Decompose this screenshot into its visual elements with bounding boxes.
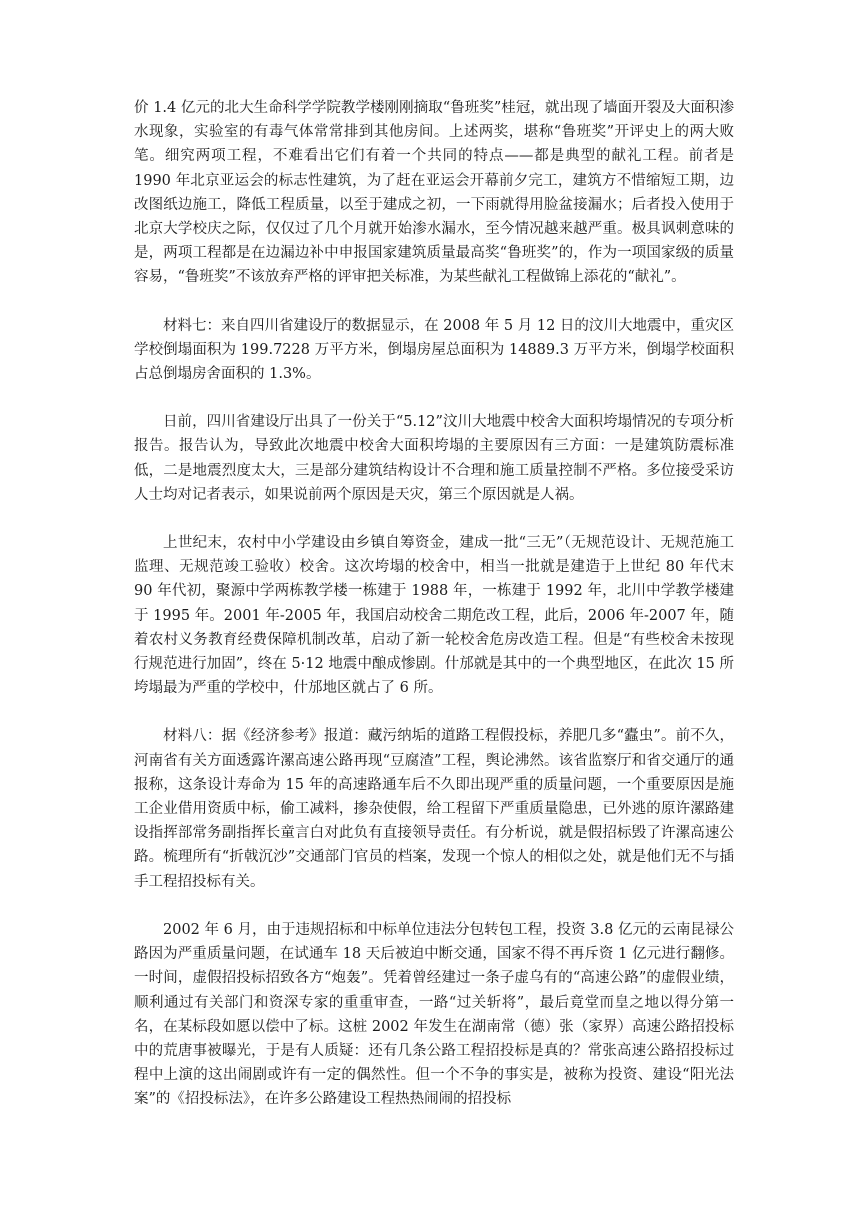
paragraph-sichuan-report: 日前，四川省建设厅出具了一份关于“5.12”汶川大地震中校舍大面积垮塌情况的专项分析报告。报告认为，导致此次地震中校舍大面积垮塌的主要原因有三方面：一是建筑防震标准低，二是地震烈度太大，三是部分建筑结构设计不合理和施工质量控制不严格。多位接受采访人士均对记者表示，如果说前两个原因是天灾，第三个原因就是人祸。 bbox=[134, 414, 734, 503]
document-page bbox=[134, 96, 734, 1136]
paragraph-2002-bidding: 2002 年 6 月，由于违规招标和中标单位违法分包转包工程，投资 3.8 亿元的云南昆禄公路因为严重质量问题，在试通车 18 天后被迫中断交通，国家不得不再斥资 1 亿元进行翻修。一时间，虚假招投标招致各方“炮轰”。凭着曾经建过一条子虚乌有的“高速公路”的虚假业绩，顺利通过有关部门和资深专家的重重审查，一路“过关斩将”，最后竟堂而皇之地以得分第一名，在某标段如愿以偿中了标。这桩 2002 年发生在湖南常（德）张（家界）高速公路招投标中的荒唐事被曝光，于是有人质疑：还有几条公路工程招投标是真的？常张高速公路招投标过程中上演的这出闹剧或许有一定的偶然性。但一个不争的事实是，被称为投资、建设“阳光法案”的《招投标法》，在许多公路建设工程热热闹闹的招投标 bbox=[134, 921, 734, 1108]
paragraph-material-8: 材料八：据《经济参考》报道：藏污纳垢的道路工程假投标，养肥几多“蠹虫”。前不久，河南省有关方面透露许漯高速公路再现“豆腐渣”工程，舆论沸然。该省监察厅和省交通厅的通报称，这条设计寿命为 15 年的高速路通车后不久即出现严重的质量问题，一个重要原因是施工企业借用资质中标，偷工减料，掺杂使假，给工程留下严重质量隐患，已外逃的原许漯路建设指挥部常务副指挥长童言白对此负有直接领导责任。有分析说，就是假招标毁了许漯高速公路。梳理所有“折戟沉沙”交通部门官员的档案，发现一个惊人的相似之处，就是他们无不与插手工程招投标有关。 bbox=[134, 728, 734, 890]
paragraph-luban-award: 价 1.4 亿元的北大生命科学学院教学楼刚刚摘取“鲁班奖”桂冠，就出现了墙面开裂及大面积渗水现象，实验室的有毒气体常常排到其他房间。上述两奖，堪称“鲁班奖”开评史上的两大败笔。细究两项工程，不难看出它们有着一个共同的特点——都是典型的献礼工程。前者是 1990 年北京亚运会的标志性建筑，为了赶在亚运会开幕前夕完工，建筑方不惜缩短工期，边改图纸边施工，降低工程质量，以至于建成之初，一下雨就得用脸盆接漏水；后者投入使用于北京大学校庆之际，仅仅过了几个月就开始渗水漏水，至今情况越来越严重。极具讽刺意味的是，两项工程都是在边漏边补中申报国家建筑质量最高奖“鲁班奖”的，作为一项国家级的质量容易，“鲁班奖”不该放弃严格的评审把关标准，为某些献礼工程做锦上添花的“献礼”。 bbox=[134, 100, 734, 286]
paragraph-rural-schools: 上世纪末，农村中小学建设由乡镇自筹资金，建成一批“三无”（无规范设计、无规范施工监理、无规范竣工验收）校舍。这次垮塌的校舍中，相当一批就是建造于上世纪 80 年代末 90 年代初，聚源中学两栋教学楼一栋建于 1988 年，一栋建于 1992 年，北川中学教学楼建于 1995 年。2001 年-2005 年，我国启动校舍二期危改工程，此后，2006 年-2007 年，随着农村义务教育经费保障机制改革，启动了新一轮校舍危房改造工程。但是“有些校舍未按现行规范进行加固”，终在 5·12 地震中酿成惨剧。什邡就是其中的一个典型地区，在此次 15 所垮塌最为严重的学校中，什邡地区就占了 6 所。 bbox=[134, 535, 734, 697]
paragraph-material-7: 材料七：来自四川省建设厅的数据显示，在 2008 年 5 月 12 日的汶川大地震中，重灾区学校倒塌面积为 199.7228 万平方米，倒塌房屋总面积为 14889.3 万平方米，倒塌学校面积占总倒塌房舍面积的 1.3%。 bbox=[134, 317, 734, 383]
